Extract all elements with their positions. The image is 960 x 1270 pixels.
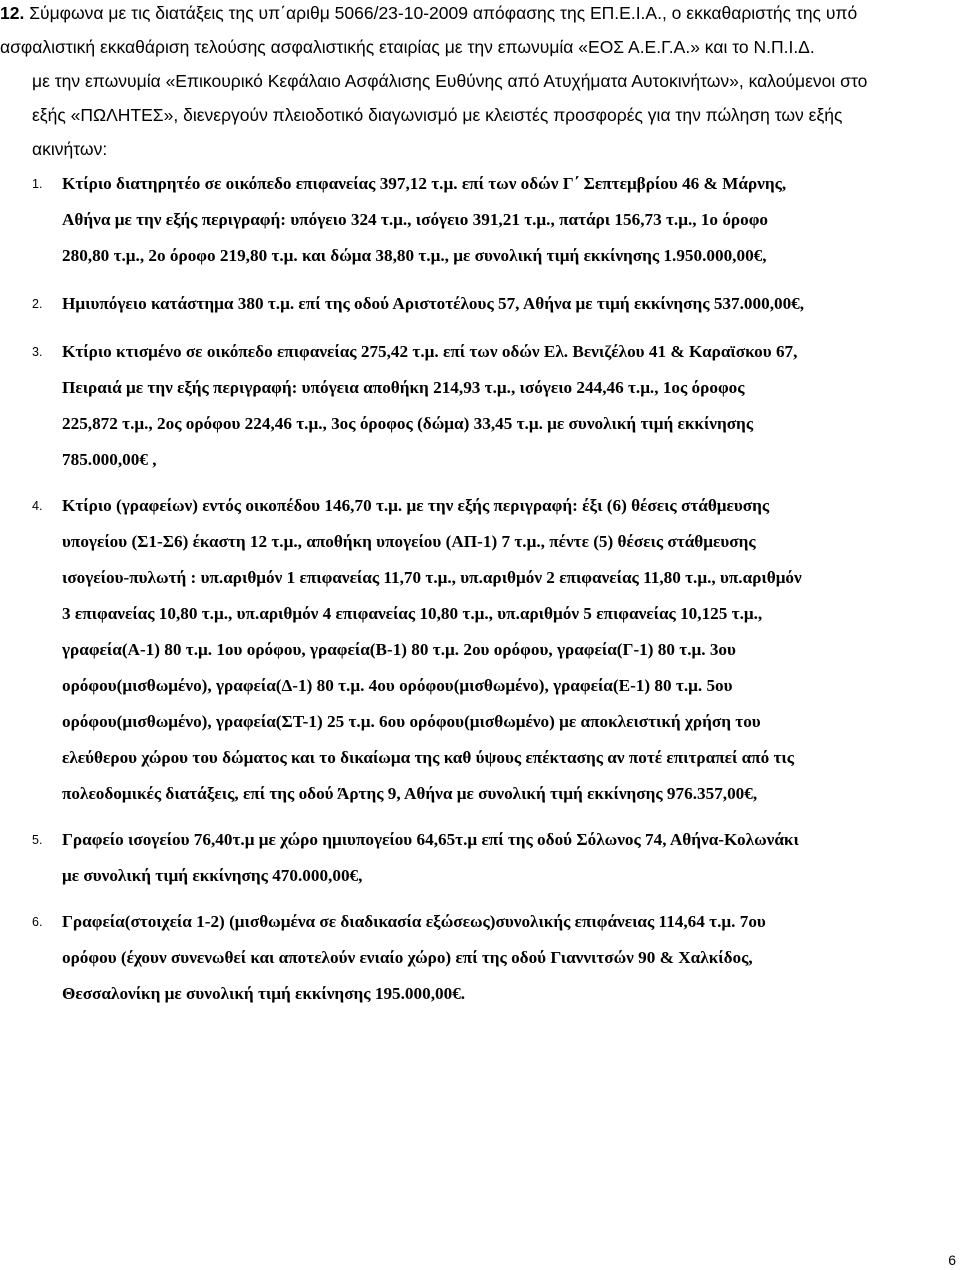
text-line: Κτίριο διατηρητέο σε οικόπεδο επιφανείας 397,12 τ.μ. επί των οδών Γ΄ Σεπτεμβρίου 46 & Μάρνης, bbox=[62, 174, 787, 193]
list-item bbox=[0, 334, 960, 478]
text-line: ελεύθερου χώρου του δώματος και το δικαίωμα της καθ ύψους επέκτασης αν ποτέ επιτραπεί από τις bbox=[62, 748, 794, 767]
intro-text: ακινήτων: bbox=[32, 139, 108, 159]
list-item-number: 3. bbox=[32, 345, 43, 359]
intro-number: 12. bbox=[0, 3, 25, 23]
intro-text: Σύμφωνα με τις διατάξεις της υπ΄αριθμ 5066/23-10-2009 απόφασης της ΕΠ.Ε.Ι.Α., ο εκκαθαριστής της υπό bbox=[29, 3, 858, 23]
text-line: Πειραιά με την εξής περιγραφή: υπόγεια αποθήκη 214,93 τ.μ., ισόγειο 244,46 τ.μ., 1ος όροφος bbox=[62, 378, 745, 397]
text-line: Κτίριο (γραφείων) εντός οικοπέδου 146,70 τ.μ. με την εξής περιγραφή: έξι (6) θέσεις στάθμευσης bbox=[62, 496, 770, 515]
text-line: Ημιυπόγειο κατάστημα 380 τ.μ. επί της οδού Αριστοτέλους 57, Αθήνα με τιμή εκκίνησης 537.000,00€, bbox=[62, 294, 805, 313]
list-item bbox=[0, 286, 960, 322]
list-item-number: 5. bbox=[32, 833, 43, 847]
text-line: Θεσσαλονίκη με συνολική τιμή εκκίνησης 195.000,00€. bbox=[62, 984, 466, 1003]
list-item-text bbox=[62, 334, 960, 478]
list-item-number: 1. bbox=[32, 177, 43, 191]
text-line: ορόφου(μισθωμένο), γραφεία(Δ-1) 80 τ.μ. 4ου ορόφου(μισθωμένο), γραφεία(Ε-1) 80 τ.μ. 5ου bbox=[62, 676, 733, 695]
text-line: ορόφου(μισθωμένο), γραφεία(ΣΤ-1) 25 τ.μ. 6ου ορόφου(μισθωμένο) με αποκλειστική χρήση του bbox=[62, 712, 761, 731]
text-line: με συνολική τιμή εκκίνησης 470.000,00€, bbox=[62, 866, 363, 885]
text-line: ισογείου-πυλωτή : υπ.αριθμόν 1 επιφανείας 11,70 τ.μ., υπ.αριθμόν 2 επιφανείας 11,80 τ.μ., υπ.αριθμόν bbox=[62, 568, 802, 587]
list-item-text bbox=[62, 822, 960, 894]
property-list bbox=[0, 166, 960, 1012]
list-item-number: 6. bbox=[32, 915, 43, 929]
intro-text: εξής «ΠΩΛΗΤΕΣ», διενεργούν πλειοδοτικό διαγωνισμό με κλειστές προσφορές για την πώληση των εξής bbox=[32, 105, 843, 125]
text-line: 3 επιφανείας 10,80 τ.μ., υπ.αριθμόν 4 επιφανείας 10,80 τ.μ., υπ.αριθμόν 5 επιφανείας 10,125 τ.μ., bbox=[62, 604, 763, 623]
intro-paragraph bbox=[0, 0, 960, 170]
list-item bbox=[0, 488, 960, 812]
intro-line bbox=[0, 102, 960, 136]
list-item bbox=[0, 822, 960, 894]
text-line: Γραφεία(στοιχεία 1-2) (μισθωμένα σε διαδικασία εξώσεως)συνολικής επιφάνειας 114,64 τ.μ. 7ου bbox=[62, 912, 766, 931]
page-number: 6 bbox=[948, 1252, 956, 1268]
text-line: Γραφείο ισογείου 76,40τ.μ με χώρο ημιυπογείου 64,65τ.μ επί της οδού Σόλωνος 74, Αθήνα-Κολωνάκι bbox=[62, 830, 799, 849]
intro-line bbox=[0, 68, 960, 102]
list-item-text bbox=[62, 166, 960, 274]
text-line: Αθήνα με την εξής περιγραφή: υπόγειο 324 τ.μ., ισόγειο 391,21 τ.μ., πατάρι 156,73 τ.μ., 1ο όροφο bbox=[62, 210, 769, 229]
text-line: 280,80 τ.μ., 2ο όροφο 219,80 τ.μ. και δώμα 38,80 τ.μ., με συνολική τιμή εκκίνησης 1.950.000,00€, bbox=[62, 246, 767, 265]
intro-line bbox=[0, 34, 960, 68]
text-line: γραφεία(Α-1) 80 τ.μ. 1ου ορόφου, γραφεία(Β-1) 80 τ.μ. 2ου ορόφου, γραφεία(Γ-1) 80 τ.μ. 3ου bbox=[62, 640, 736, 659]
intro-text: ασφαλιστική εκκαθάριση τελούσης ασφαλιστικής εταιρίας με την επωνυμία «ΕΟΣ Α.Ε.Γ.Α.» και το Ν.Π.Ι.Δ. bbox=[0, 37, 815, 57]
intro-line bbox=[0, 0, 960, 34]
intro-text: με την επωνυμία «Επικουρικό Κεφάλαιο Ασφάλισης Ευθύνης από Ατυχήματα Αυτοκινήτων», καλούμενοι στο bbox=[32, 71, 868, 91]
list-item-text bbox=[62, 488, 960, 812]
text-line: πολεοδομικές διατάξεις, επί της οδού Άρτης 9, Αθήνα με συνολική τιμή εκκίνησης 976.357,00€, bbox=[62, 784, 758, 803]
intro-line bbox=[0, 136, 960, 170]
list-item-number: 2. bbox=[32, 297, 43, 311]
list-item-number: 4. bbox=[32, 499, 43, 513]
text-line: ορόφου (έχουν συνενωθεί και αποτελούν ενιαίο χώρο) επί της οδού Γιαννιτσών 90 & Χαλκίδος, bbox=[62, 948, 753, 967]
list-item bbox=[0, 904, 960, 1012]
text-line: υπογείου (Σ1-Σ6) έκαστη 12 τ.μ., αποθήκη υπογείου (ΑΠ-1) 7 τ.μ., πέντε (5) θέσεις στάθμευσης bbox=[62, 532, 756, 551]
list-item-text bbox=[62, 904, 960, 1012]
text-line: 225,872 τ.μ., 2ος ορόφου 224,46 τ.μ., 3ος όροφος (δώμα) 33,45 τ.μ. με συνολική τιμή εκκίνησης bbox=[62, 414, 754, 433]
list-item-text bbox=[62, 286, 960, 322]
text-line: Κτίριο κτισμένο σε οικόπεδο επιφανείας 275,42 τ.μ. επί των οδών Ελ. Βενιζέλου 41 & Καραϊσκου 67, bbox=[62, 342, 798, 361]
text-line: 785.000,00€ , bbox=[62, 450, 157, 469]
list-item bbox=[0, 166, 960, 274]
